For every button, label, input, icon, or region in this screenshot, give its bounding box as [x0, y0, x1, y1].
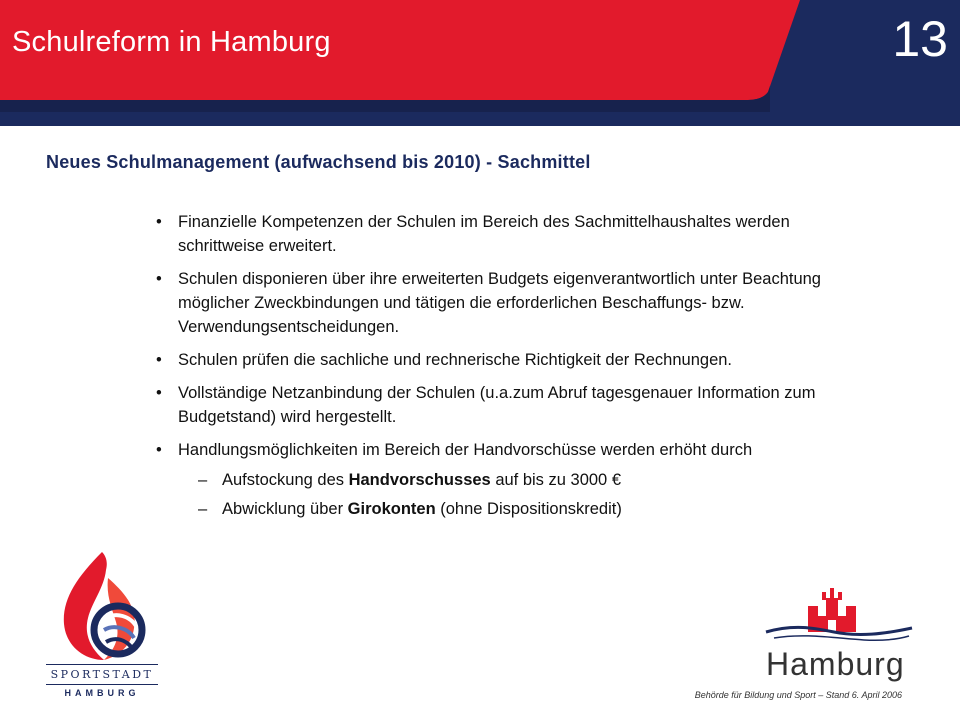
bullet-item — [156, 438, 876, 521]
bullet-marker: • — [156, 441, 162, 459]
bullet-marker: • — [156, 213, 162, 231]
sub-bullet-item — [198, 468, 876, 492]
sportstadt-text: SPORTSTADT — [50, 668, 154, 681]
castle-icon — [764, 588, 914, 644]
dash-marker: – — [198, 500, 208, 518]
slide-title: Schulreform in Hamburg — [12, 26, 331, 58]
bullet-marker: • — [156, 384, 162, 402]
flame-icon — [46, 548, 158, 666]
slide-number: 13 — [892, 11, 948, 67]
bullet-item — [156, 381, 876, 429]
bullet-text: Vollständige Netzanbindung der Schulen (u.a.zum Abruf tagesgenauer Information zum Budgetstand) wird hergestellt. — [178, 384, 816, 426]
sportstadt-hamburg-logo — [46, 548, 158, 708]
sportstadt-hamburg-text: HAMBURG — [64, 688, 140, 698]
bullet-marker: • — [156, 270, 162, 288]
bullet-item — [156, 267, 876, 339]
sub-bullet-text-bold: Handvorschusses — [348, 471, 491, 489]
sub-bullet-text-after: (ohne Dispositionskredit) — [435, 500, 622, 518]
sub-bullet-list — [178, 468, 876, 521]
slide-header — [0, 0, 960, 126]
bullet-text: Schulen prüfen die sachliche und rechnerische Richtigkeit der Rechnungen. — [178, 351, 733, 369]
bullet-text: Schulen disponieren über ihre erweiterten Budgets eigenverantwortlich unter Beachtung möglicher Zweckbindungen und tätigen die erforderlichen Beschaffungs- bzw. Verwendungsentscheidungen. — [178, 270, 821, 336]
bullet-item — [156, 348, 876, 372]
section-heading: Neues Schulmanagement (aufwachsend bis 2010) - Sachmittel — [46, 152, 591, 172]
bullet-item — [156, 210, 876, 258]
hamburg-logo — [764, 588, 924, 688]
bullet-list — [156, 210, 876, 530]
dash-marker: – — [198, 471, 208, 489]
footer-text: Behörde für Bildung und Sport – Stand 6. April 2006 — [694, 690, 902, 700]
sub-bullet-text-bold: Girokonten — [347, 500, 436, 518]
hamburg-wordmark: Hamburg — [766, 646, 905, 682]
bullet-marker: • — [156, 351, 162, 369]
sub-bullet-text-before: Abwicklung über — [222, 500, 348, 518]
header-band-graphic — [0, 0, 960, 126]
bullet-text: Handlungsmöglichkeiten im Bereich der Handvorschüsse werden erhöht durch — [178, 441, 753, 459]
sub-bullet-text-before: Aufstockung des — [222, 471, 349, 489]
bullet-text: Finanzielle Kompetenzen der Schulen im Bereich des Sachmittelhaushaltes werden schrittweise erweitert. — [178, 213, 790, 255]
sub-bullet-item — [198, 497, 876, 521]
sub-bullet-text-after: auf bis zu 3000 € — [490, 471, 621, 489]
